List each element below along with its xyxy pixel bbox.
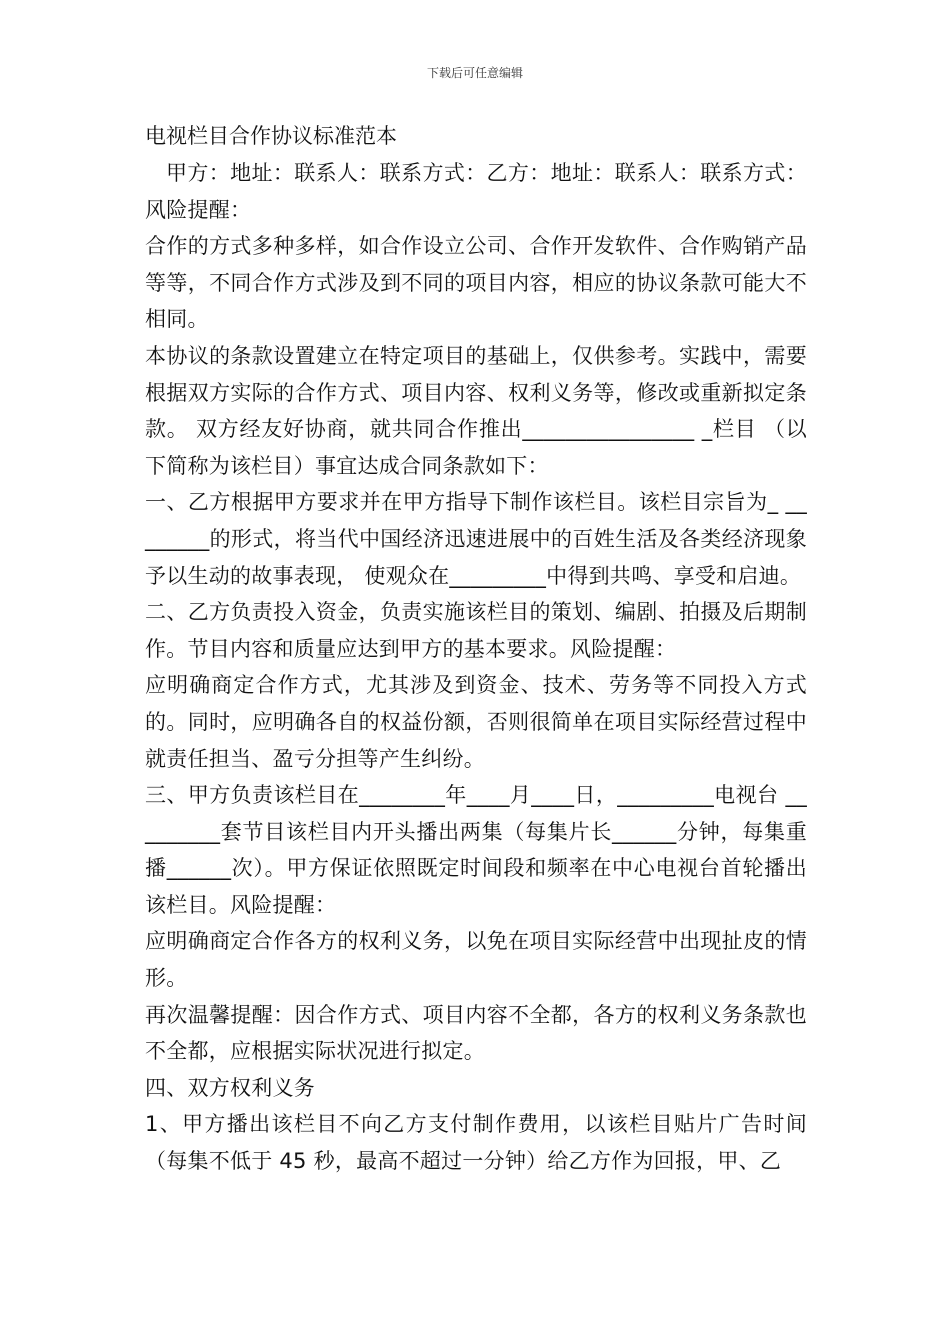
paragraph-clause-3: 三、甲方负责该栏目在________年____月____日，_________电视台 _________套节目该栏目内开头播出两集（每集片长______分钟，每集重播______次）。甲方保证依照既定时间段和频率在中心电视台首轮播出该栏目。风险提醒： [145,783,807,917]
paragraph-risk-note-2: 应明确商定合作各方的权利义务，以免在项目实际经营中出现扯皮的情形。 [145,929,807,991]
document-title: 电视栏目合作协议标准范本 [145,124,397,148]
header-note: 下载后可任意编辑 [426,66,523,80]
paragraph-clause-4-1: 1、甲方播出该栏目不向乙方支付制作费用，以该栏目贴片广告时间（每集不低于 45 秒，最高不超过一分钟）给乙方作为回报，甲、乙 [145,1112,807,1174]
paragraph-cooperation-forms: 合作的方式多种多样，如合作设立公司、合作开发软件、合作购销产品等等，不同合作方式涉及到不同的项目内容，相应的协议条款可能大不相同。 [145,234,807,332]
paragraph-clause-1: 一、乙方根据甲方要求并在甲方指导下制作该栏目。该栏目宗旨为_ ________的形式，将当代中国经济迅速进展中的百姓生活及各类经济现象予以生动的故事表现， 使观众在_________中得到共鸣、享受和启迪。 [145,490,807,588]
paragraph-clause-2: 二、乙方负责投入资金，负责实施该栏目的策划、编剧、拍摄及后期制作。节目内容和质量应达到甲方的基本要求。风险提醒： [145,600,807,661]
paragraph-risk-note-1: 应明确商定合作方式，尤其涉及到资金、技术、劳务等不同投入方式的。同时，应明确各自的权益份额，否则很简单在项目实际经营过程中就责任担当、盈亏分担等产生纠纷。 [145,673,807,771]
paragraph-parties: 甲方：地址：联系人：联系方式：乙方：地址：联系人：联系方式：风险提醒： [145,161,807,222]
paragraph-reminder: 再次温馨提醒：因合作方式、项目内容不全都，各方的权利义务条款也不全都，应根据实际状况进行拟定。 [145,1002,807,1064]
document-body [145,118,807,1180]
paragraph-clause-4-heading: 四、双方权利义务 [145,1075,315,1100]
paragraph-agreement-basis: 本协议的条款设置建立在特定项目的基础上，仅供参考。实践中，需要根据双方实际的合作方式、项目内容、权利义务等，修改或重新拟定条款。 双方经友好协商，就共同合作推出________________ _栏目 （以下简称为该栏目）事宜达成合同条款如下： [145,343,807,478]
